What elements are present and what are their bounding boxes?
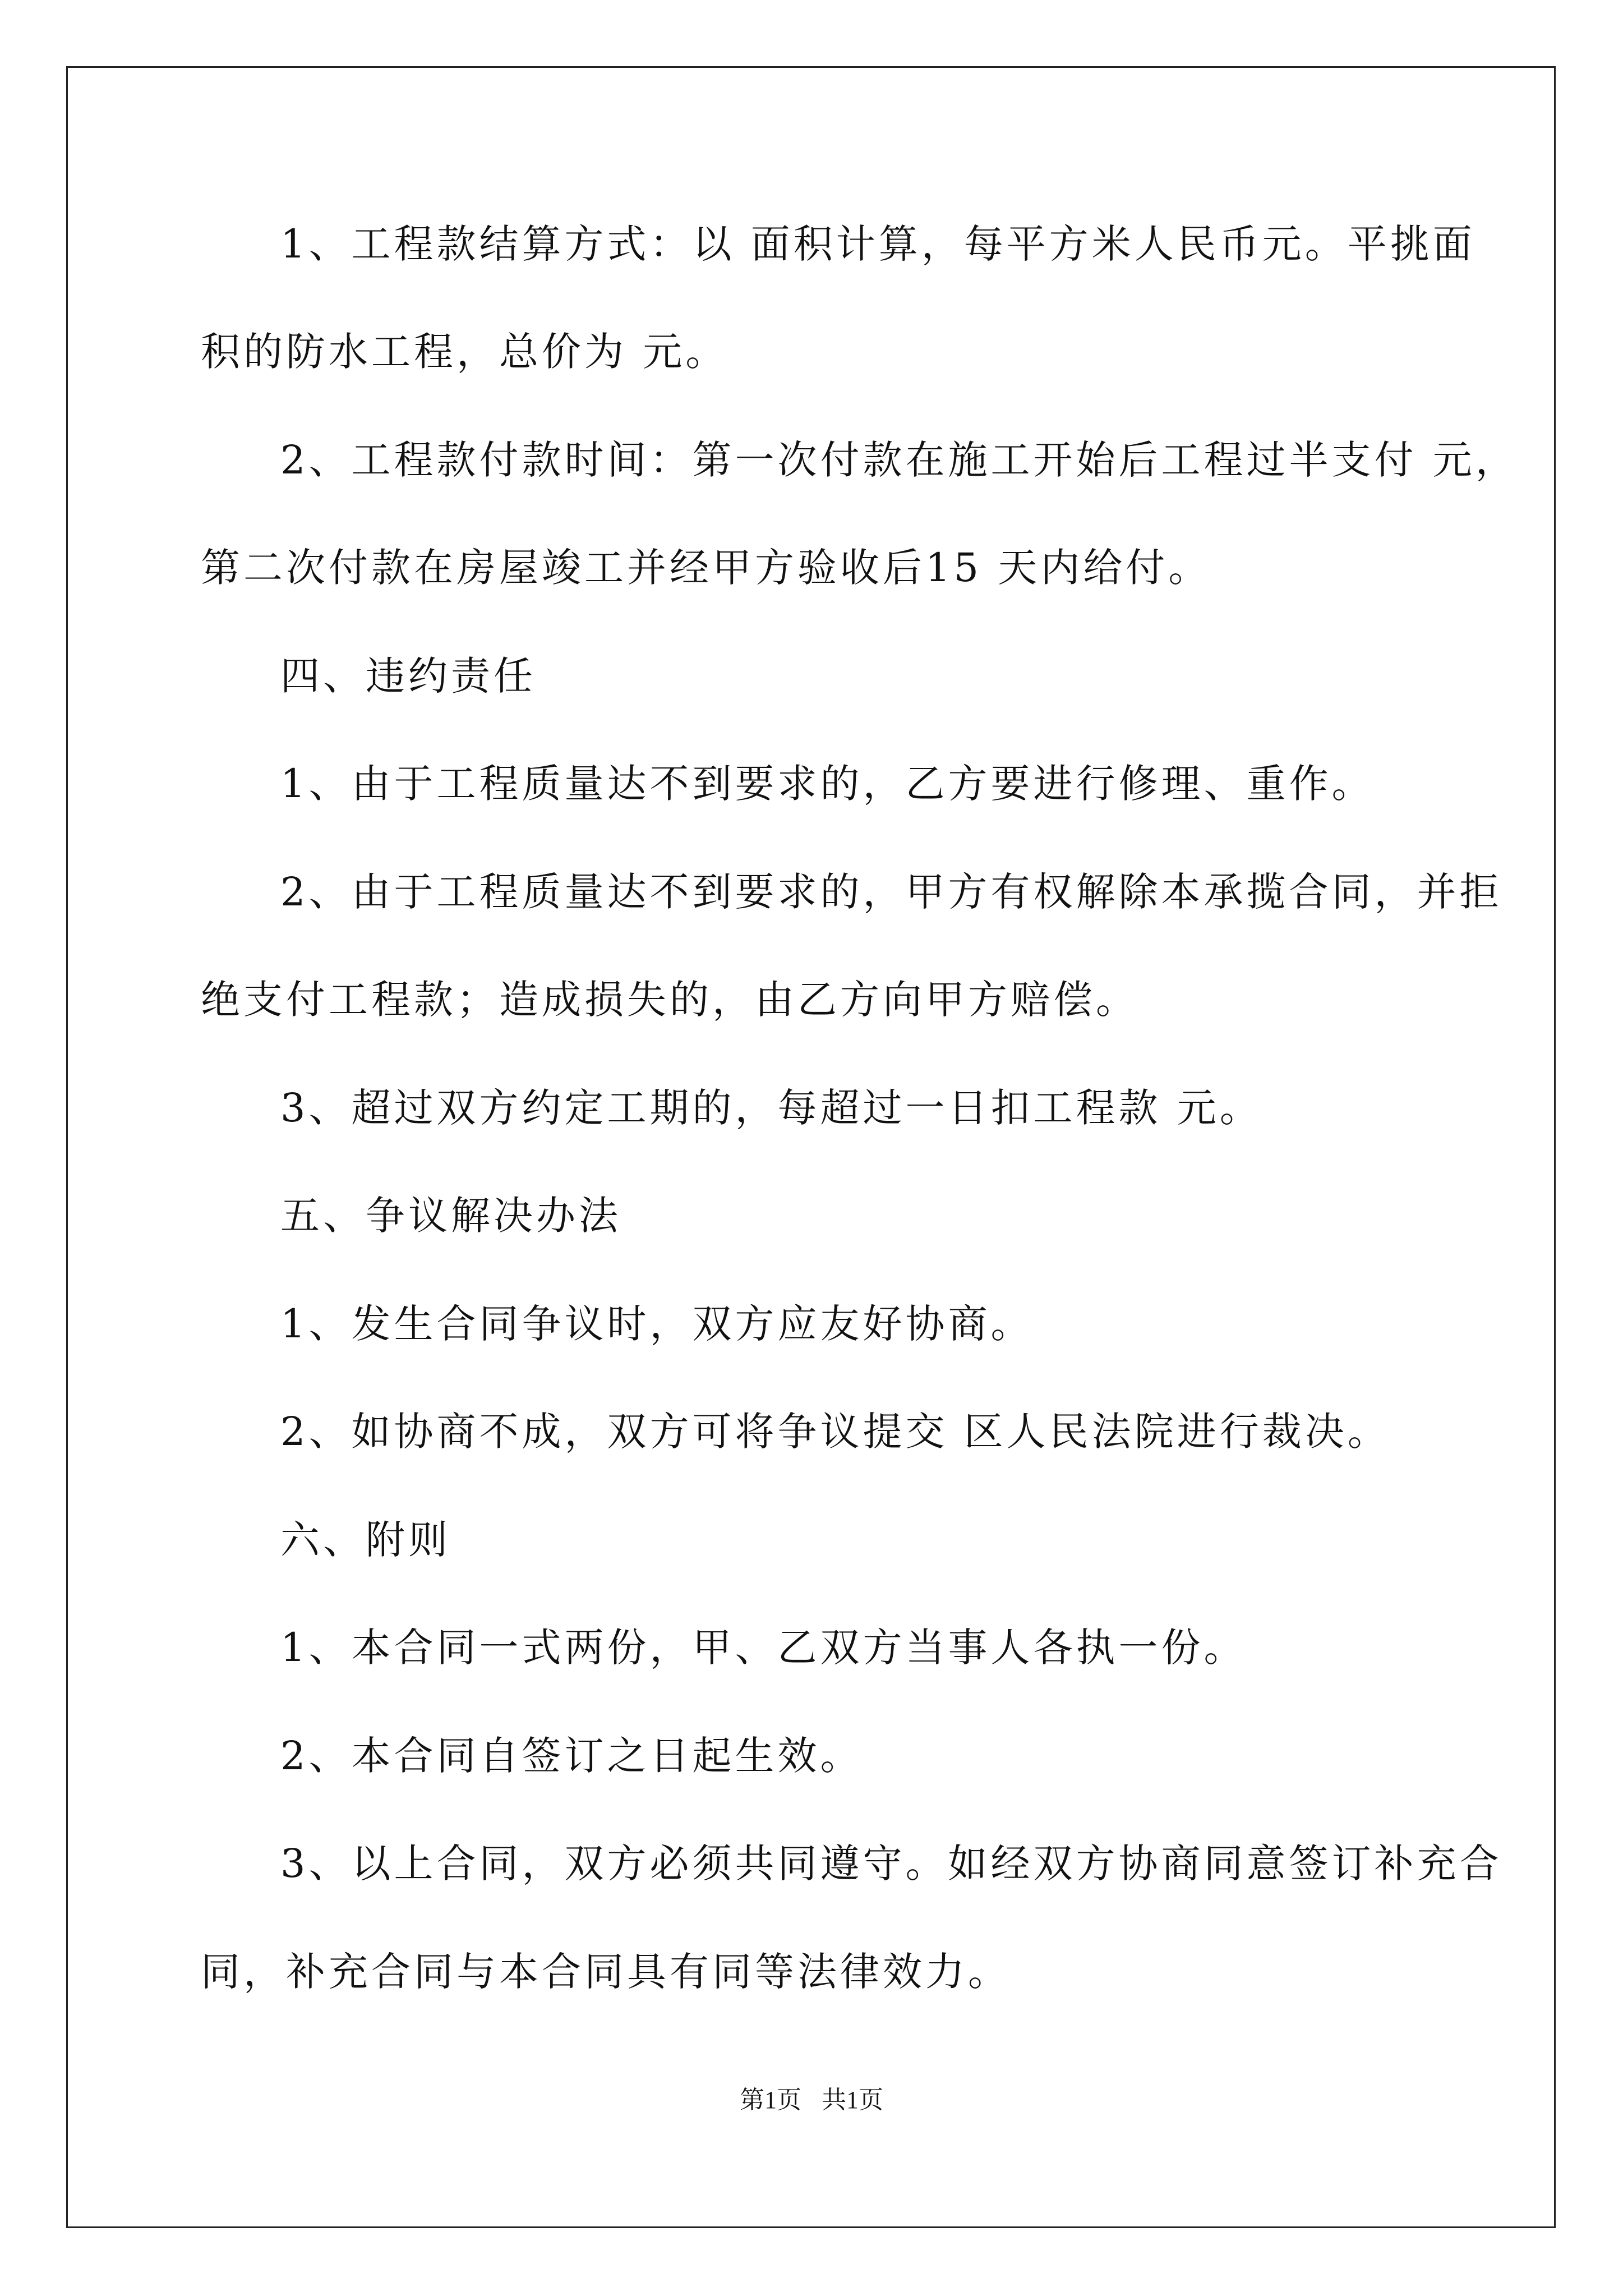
liability-clause-2-line-1: 2、由于工程质量达不到要求的，甲方有权解除本承揽合同，并拒	[280, 869, 1502, 915]
liability-clause-2-line-2: 绝支付工程款；造成损失的，由乙方向甲方赔偿。	[201, 977, 1138, 1023]
payment-time-line-2: 第二次付款在房屋竣工并经甲方验收后15 天内给付。	[201, 545, 1211, 591]
page-footer	[0, 2085, 1623, 2116]
appendix-clause-2: 2、本合同自签订之日起生效。	[280, 1733, 863, 1779]
dispute-clause-2: 2、如协商不成，双方可将争议提交 区人民法院进行裁决。	[280, 1409, 1390, 1455]
page-number: 第1页	[740, 2086, 801, 2114]
payment-method-line-1: 1、工程款结算方式：以 面积计算，每平方米人民币元。平挑面	[280, 221, 1476, 267]
section-heading-appendix: 六、附则	[280, 1517, 451, 1563]
appendix-clause-3-line-2: 同，补充合同与本合同具有同等法律效力。	[201, 1949, 1011, 1995]
payment-time-line-1: 2、工程款付款时间：第一次付款在施工开始后工程过半支付 元，	[280, 437, 1518, 483]
payment-method-line-2: 积的防水工程，总价为 元。	[201, 329, 728, 375]
liability-clause-1: 1、由于工程质量达不到要求的，乙方要进行修理、重作。	[280, 761, 1375, 807]
section-heading-dispute: 五、争议解决办法	[280, 1193, 621, 1239]
page-total: 共1页	[822, 2086, 883, 2114]
page-border	[66, 66, 1556, 2228]
appendix-clause-3-line-1: 3、以上合同，双方必须共同遵守。如经双方协商同意签订补充合	[280, 1841, 1502, 1887]
liability-clause-3: 3、超过双方约定工期的，每超过一日扣工程款 元。	[280, 1085, 1262, 1131]
dispute-clause-1: 1、发生合同争议时，双方应友好协商。	[280, 1301, 1034, 1347]
section-heading-liability: 四、违约责任	[280, 653, 536, 699]
appendix-clause-1: 1、本合同一式两份，甲、乙双方当事人各执一份。	[280, 1625, 1247, 1671]
